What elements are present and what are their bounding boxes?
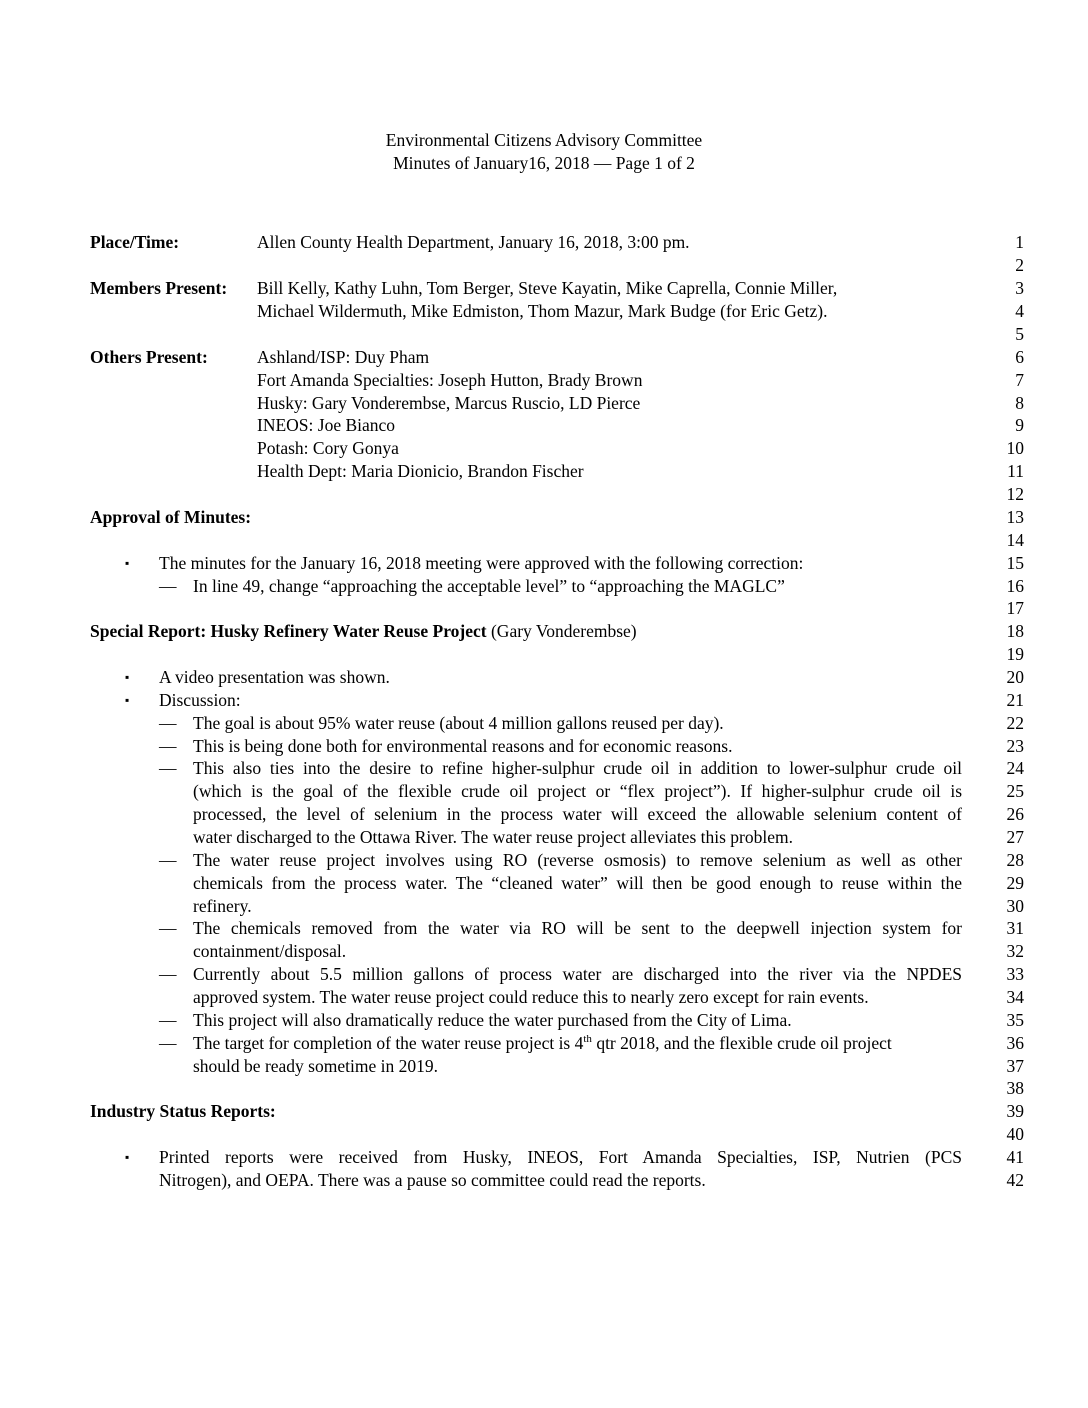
line-row (0, 300, 1088, 323)
approval-heading: Approval of Minutes: (90, 507, 252, 527)
line-row (0, 780, 1088, 803)
line-row (0, 872, 1088, 895)
line-number: 16 (1006, 576, 1024, 596)
line-number: 41 (1006, 1147, 1024, 1167)
discussion-item: The chemicals removed from the water via RO will be sent to the deepwell injection system for (193, 918, 962, 938)
line-row (0, 369, 1088, 392)
line-row (0, 1055, 1088, 1078)
document-subtitle: Minutes of January16, 2018 — Page 1 of 2 (393, 153, 695, 173)
dash-marker: — (159, 964, 177, 984)
discussion-item-continued: water discharged to the Ottawa River. The water reuse project alleviates this problem. (193, 827, 793, 847)
special-bullet: A video presentation was shown. (159, 667, 390, 687)
others-line: INEOS: Joe Bianco (257, 415, 396, 435)
discussion-item-continued: should be ready sometime in 2019. (193, 1056, 438, 1076)
line-row (0, 1077, 1088, 1100)
line-number: 29 (1006, 873, 1024, 893)
line-row (0, 392, 1088, 415)
line-number: 32 (1006, 941, 1024, 961)
discussion-item: The goal is about 95% water reuse (about 4 million gallons reused per day). (193, 713, 724, 733)
dash-marker: — (159, 576, 177, 596)
line-row (0, 1146, 1088, 1169)
line-row (0, 597, 1088, 620)
dash-marker: — (159, 1033, 177, 1053)
discussion-item: This project will also dramatically reduce the water purchased from the City of Lima. (193, 1010, 792, 1030)
line-number: 34 (1006, 987, 1024, 1007)
line-number: 27 (1006, 827, 1024, 847)
approval-bullet: The minutes for the January 16, 2018 meeting were approved with the following correction: (159, 553, 804, 573)
dash-marker: — (159, 713, 177, 733)
discussion-item (193, 1032, 892, 1055)
bullet-marker: ▪ (125, 693, 130, 707)
line-number: 15 (1006, 553, 1024, 573)
line-number: 4 (1015, 301, 1024, 321)
line-number: 19 (1006, 644, 1024, 664)
line-number: 14 (1006, 530, 1024, 550)
line-number: 21 (1006, 690, 1024, 710)
bullet-marker: ▪ (125, 556, 130, 570)
line-row (0, 803, 1088, 826)
line-row (0, 1100, 1088, 1123)
dash-marker: — (159, 1010, 177, 1030)
members-line: Bill Kelly, Kathy Luhn, Tom Berger, Steve Kayatin, Mike Caprella, Connie Miller, (257, 278, 838, 298)
others-line: Husky: Gary Vonderembse, Marcus Ruscio, LD Pierce (257, 393, 641, 413)
discussion-item: Currently about 5.5 million gallons of process water are discharged into the river via the NPDES (193, 964, 962, 984)
line-row (0, 712, 1088, 735)
discussion-item-continued: chemicals from the process water. The “cleaned water” will then be good enough to reuse within the (193, 873, 962, 893)
line-number: 26 (1006, 804, 1024, 824)
bullet-marker: ▪ (125, 670, 130, 684)
others-present-label: Others Present: (90, 347, 208, 367)
industry-bullet-continued: Nitrogen), and OEPA. There was a pause so committee could read the reports. (159, 1170, 706, 1190)
line-number: 17 (1006, 598, 1024, 618)
line-row (0, 437, 1088, 460)
line-row (0, 346, 1088, 369)
line-row (0, 757, 1088, 780)
special-report-heading (90, 620, 637, 643)
line-number: 37 (1006, 1056, 1024, 1076)
line-row (0, 254, 1088, 277)
line-number: 18 (1006, 621, 1024, 641)
line-number: 28 (1006, 850, 1024, 870)
line-number: 10 (1006, 438, 1024, 458)
line-number: 35 (1006, 1010, 1024, 1030)
line-row (0, 940, 1088, 963)
line-row (0, 277, 1088, 300)
line-row (0, 575, 1088, 598)
target-text-b: qtr 2018, and the flexible crude oil project (591, 1033, 892, 1053)
special-bullet: Discussion: (159, 690, 241, 710)
line-row (0, 1123, 1088, 1146)
line-row (0, 323, 1088, 346)
line-row (0, 826, 1088, 849)
line-row (0, 1009, 1088, 1032)
line-row (0, 483, 1088, 506)
discussion-item: This also ties into the desire to refine higher-sulphur crude oil in addition to lower-sulphur crude oil (193, 758, 962, 778)
line-row (0, 895, 1088, 918)
place-time-label: Place/Time: (90, 232, 180, 252)
line-number: 2 (1015, 255, 1024, 275)
line-row (0, 506, 1088, 529)
line-number: 31 (1006, 918, 1024, 938)
approval-correction: In line 49, change “approaching the acceptable level” to “approaching the MAGLC” (193, 576, 785, 596)
line-row (0, 643, 1088, 666)
line-number: 8 (1015, 393, 1024, 413)
line-number: 38 (1006, 1078, 1024, 1098)
line-number: 24 (1006, 758, 1024, 778)
dash-marker: — (159, 850, 177, 870)
line-row (0, 689, 1088, 712)
discussion-item-continued: (which is the goal of the flexible crude oil project or “flex project”). If higher-sulphur crude oil is (193, 781, 962, 801)
line-row (0, 460, 1088, 483)
line-row (0, 231, 1088, 254)
line-number: 5 (1015, 324, 1024, 344)
discussion-item-continued: processed, the level of selenium in the process water will exceed the allowable selenium content of (193, 804, 962, 824)
line-number: 13 (1006, 507, 1024, 527)
line-row (0, 735, 1088, 758)
line-row (0, 1032, 1088, 1055)
line-number: 11 (1007, 461, 1024, 481)
members-present-label: Members Present: (90, 278, 228, 298)
discussion-item-continued: containment/disposal. (193, 941, 347, 961)
line-number: 3 (1015, 278, 1024, 298)
line-number: 33 (1006, 964, 1024, 984)
others-line: Health Dept: Maria Dionicio, Brandon Fischer (257, 461, 584, 481)
dash-marker: — (159, 758, 177, 778)
line-row (0, 963, 1088, 986)
bullet-marker: ▪ (125, 1150, 130, 1164)
line-number: 39 (1006, 1101, 1024, 1121)
line-row (0, 414, 1088, 437)
special-report-presenter: (Gary Vonderembse) (486, 621, 637, 641)
line-number: 25 (1006, 781, 1024, 801)
line-row (0, 917, 1088, 940)
industry-bullet: Printed reports were received from Husky, INEOS, Fort Amanda Specialties, ISP, Nutrien (PCS (159, 1147, 962, 1167)
place-time-value: Allen County Health Department, January 16, 2018, 3:00 pm. (257, 232, 690, 252)
line-row (0, 849, 1088, 872)
line-number: 30 (1006, 896, 1024, 916)
ordinal-suffix: th (583, 1033, 592, 1046)
special-report-title: Special Report: Husky Refinery Water Reuse Project (90, 621, 487, 641)
discussion-item: The water reuse project involves using RO (reverse osmosis) to remove selenium as well as other (193, 850, 962, 870)
line-row (0, 1169, 1088, 1192)
line-number: 22 (1006, 713, 1024, 733)
others-line: Potash: Cory Gonya (257, 438, 399, 458)
line-number: 40 (1006, 1124, 1024, 1144)
line-number: 1 (1015, 232, 1024, 252)
discussion-item-continued: approved system. The water reuse project could reduce this to nearly zero except for rain events. (193, 987, 869, 1007)
line-row (0, 666, 1088, 689)
dash-marker: — (159, 736, 177, 756)
line-number: 20 (1006, 667, 1024, 687)
line-row (0, 986, 1088, 1009)
industry-heading: Industry Status Reports: (90, 1101, 276, 1121)
line-row (0, 620, 1088, 643)
target-text-a: The target for completion of the water reuse project is 4 (193, 1033, 584, 1053)
line-number: 42 (1006, 1170, 1024, 1190)
members-line: Michael Wildermuth, Mike Edmiston, Thom Mazur, Mark Budge (for Eric Getz). (257, 301, 828, 321)
discussion-item-continued: refinery. (193, 896, 252, 916)
line-number: 9 (1015, 415, 1024, 435)
line-row (0, 529, 1088, 552)
others-line: Fort Amanda Specialties: Joseph Hutton, Brady Brown (257, 370, 643, 390)
others-line: Ashland/ISP: Duy Pham (257, 347, 430, 367)
discussion-item: This is being done both for environmental reasons and for economic reasons. (193, 736, 733, 756)
line-number: 23 (1006, 736, 1024, 756)
dash-marker: — (159, 918, 177, 938)
line-row (0, 552, 1088, 575)
line-number: 12 (1006, 484, 1024, 504)
line-number: 6 (1015, 347, 1024, 367)
line-number: 7 (1015, 370, 1024, 390)
document-title: Environmental Citizens Advisory Committee (385, 130, 703, 150)
line-number: 36 (1006, 1033, 1024, 1053)
